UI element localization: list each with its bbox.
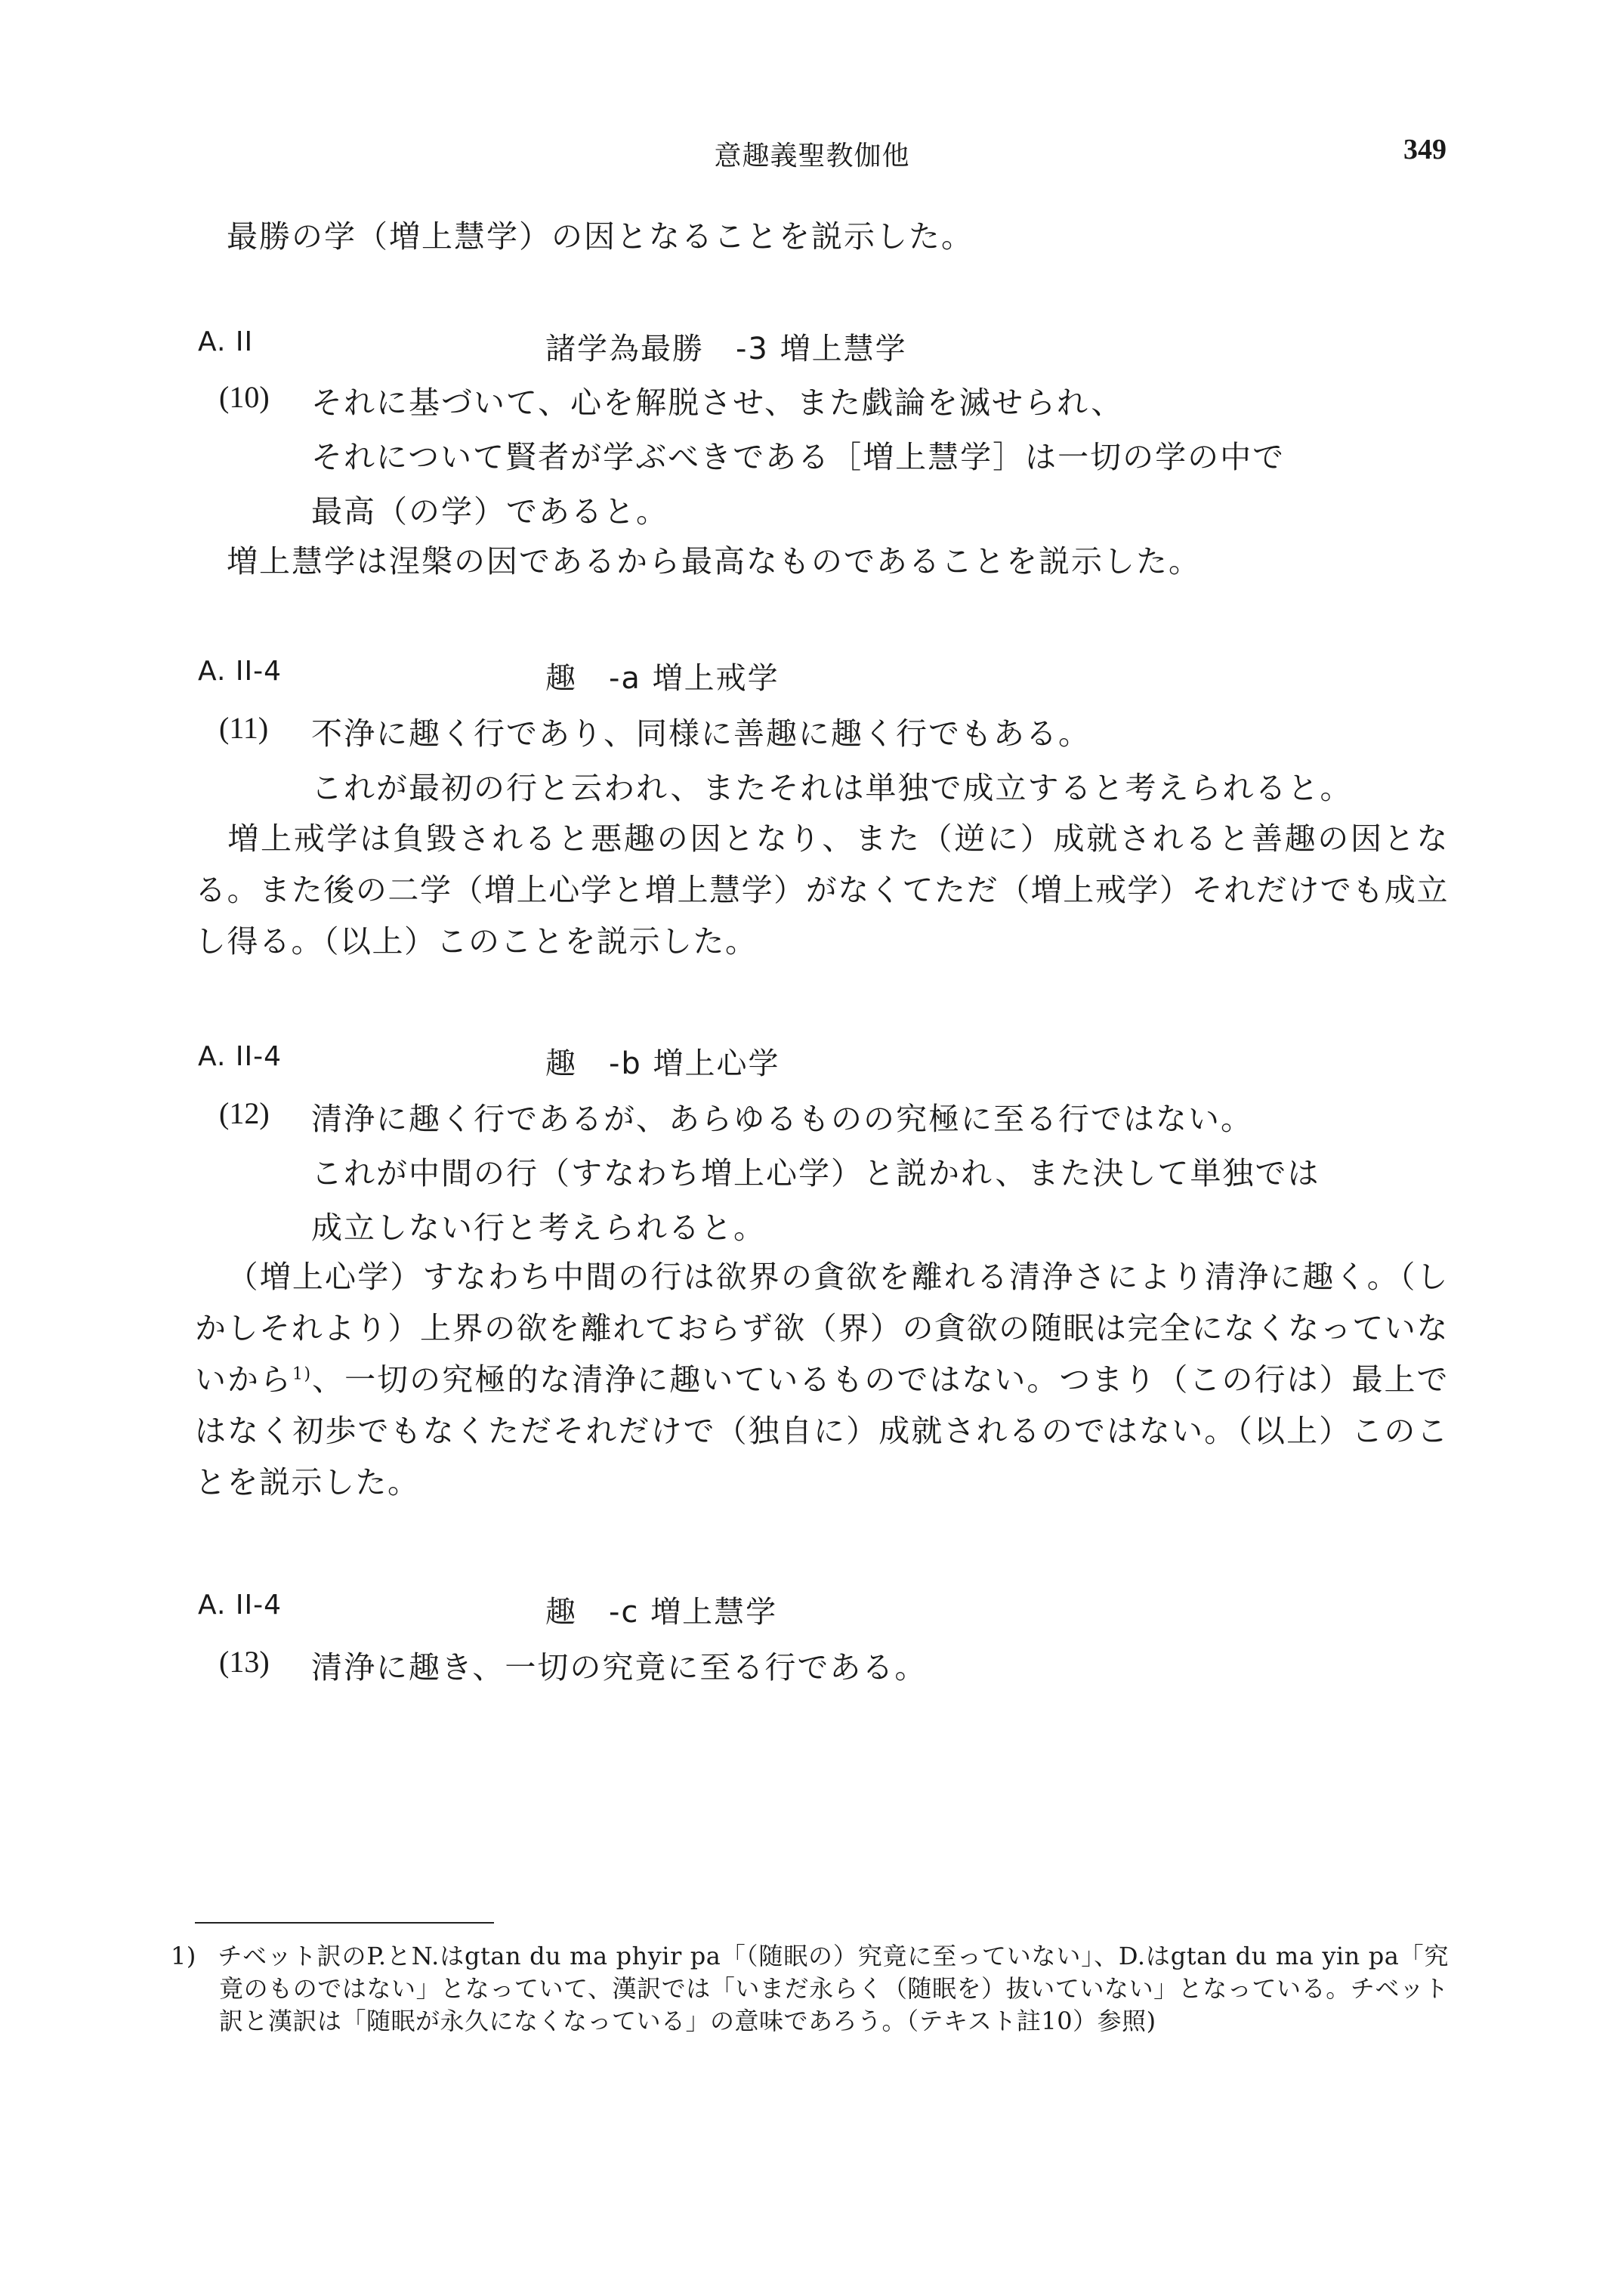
commentary: 増上慧学は涅槃の因であるから最高なものであることを説示した。 [227,543,1201,579]
footnote-text: チベット訳のP.とN.はgtan du ma phyir pa「（随眠の）究竟に至っていない」、D.はgtan du ma yin pa「究竟のものではない」となっていて、漢訳では「いまだ永らく（随眠を）抜いていない」となっている。チベット訳と漢訳は「随眠が永久になくなっている」の意味であろう。（テキスト註10）参照) [218,1942,1449,2035]
verse-line: 最高（の学）であると。 [311,493,668,530]
footnote-rule [195,1922,494,1924]
commentary-text: 、一切の究極的な清浄に趣いているものではない。つまり（この行は）最上ではなく初歩でもなくただそれだけで（独自に）成就されるのではない。（以上）このことを説示した。 [195,1361,1450,1500]
verse-line: 清浄に趣き、一切の究竟に至る行である。 [311,1649,928,1686]
verse-number: (11) [219,711,269,745]
intro-line: 最勝の学（増上慧学）の因となることを説示した。 [227,218,974,255]
verse-number: (13) [219,1645,270,1679]
footnote-marker: 1) [171,1942,196,1970]
section-id: A. II-4 [198,656,283,687]
section-title: 趣 -c 増上慧学 [545,1595,778,1630]
section-id: A. II [198,326,254,357]
section-id: A. II-4 [198,1590,283,1621]
verse-line: これが最初の行と云われ、またそれは単独で成立すると考えられると。 [311,770,1353,806]
verse-line: それに基づいて、心を解脱させ、また戯論を滅せられ、 [311,385,1124,421]
section-title: 諸学為最勝 -3 増上慧学 [545,332,907,366]
footnote-body [171,1940,1449,2038]
section-id: A. II-4 [198,1041,283,1072]
footnote-ref[interactable]: 1) [292,1364,312,1384]
running-title: 意趣義聖教伽他 [714,141,910,172]
verse-line: それについて賢者が学ぶべきである［増上慧学］は一切の学の中で [311,439,1286,475]
verse-line: 成立しない行と考えられると。 [311,1210,766,1246]
commentary-text: 増上戒学は負毀されると悪趣の因となり、また（逆に）成就されると善趣の因となる。また後の二学（増上心学と増上慧学）がなくてただ（増上戒学）それだけでも成立し得る。（以上）このことを説示した。 [195,820,1449,959]
footnote [171,1940,1449,2038]
commentary-text: （増上心学）すなわち中間の行は欲界の貪欲を離れる清浄さにより清浄に趣く。（しかしそれより）上界の欲を離れておらず欲（界）の貪欲の随眠は完全になくなっていないから [195,1259,1449,1398]
verse-number: (10) [219,380,270,414]
section-title: 趣 -b 増上心学 [545,1046,780,1081]
verse-number: (12) [219,1096,270,1130]
verse-line: 不浄に趣く行であり、同様に善趣に趣く行でもある。 [311,715,1091,752]
verse-line: 清浄に趣く行であるが、あらゆるものの究極に至る行ではない。 [311,1101,1253,1137]
page-number: 349 [1403,134,1446,165]
section-title: 趣 -a 増上戒学 [545,661,780,696]
commentary [195,1251,1449,1508]
commentary [195,813,1449,967]
verse-line: これが中間の行（すなわち増上心学）と説かれ、また決して単独では [311,1155,1320,1191]
